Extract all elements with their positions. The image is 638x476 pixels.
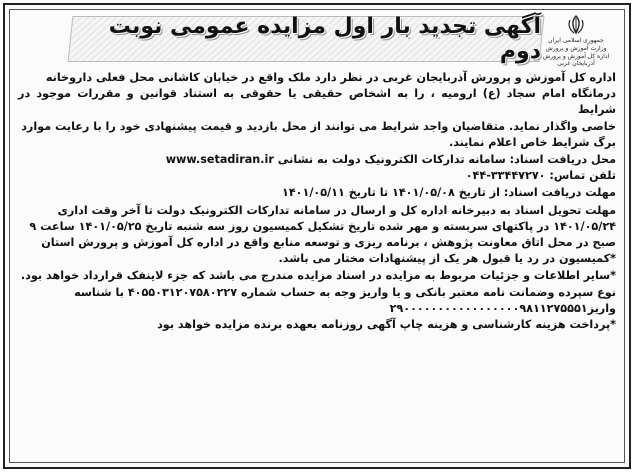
phone-label: تلفن تماس: — [549, 169, 616, 183]
delivery-line-1: مهلت تحویل اسناد به دبیرخانه اداره کل و ارسال در سامانه تدارکات الکترونیک دولت تا آخر وقت اداری — [57, 203, 616, 217]
logo-line-1: جمهوری اسلامی ایران — [548, 37, 604, 44]
deposit-line-1: نوع سپرده وضمانت نامه معتبر بانکی و یا واریز وجه به حساب شماره ۴۰۵۵۰۳۱۲۰۷۵۸۰۲۲۷ با شناسه — [74, 285, 616, 299]
other-info-note: *سایر اطلاعات و جزئیات مربوط به مزایده در اسناد مزایده مندرج می باشد که جزء لاینفک قرارداد خواهد بود. — [20, 269, 616, 283]
intro-line-3: خاصی واگذار نماید. متقاضیان واجد شرایط می توانند از محل بازدید و قیمت پیشنهادی خود را با رعایت موارد — [21, 119, 616, 133]
notice-body — [18, 70, 616, 333]
phone-value: ۰۴۴-۳۳۴۴۷۲۷۰ — [465, 169, 546, 183]
logo-line-2: وزارت آموزش و پرورش — [545, 45, 607, 52]
deposit-line-2: واریز۲۹۰۰۰۰۰۰۰۰۰۰۰۰۰۰۰۰۰۹۸۱۱۲۷۵۵۵۱ — [389, 301, 616, 315]
docs-location — [18, 152, 616, 168]
iran-emblem-icon — [565, 14, 587, 36]
title-banner — [68, 16, 545, 62]
delivery-line-2: ۱۴۰۱/۰۵/۲۴ در پاکتهای سربسته و مهر شده تاریخ تشکیل کمیسیون روز سه شنبه تاریخ ۱۴۰۱/۰۵/۲۵ ساعت ۹ — [29, 219, 616, 233]
ministry-logo — [534, 14, 618, 66]
docs-deadline — [18, 185, 616, 201]
deadline-label: مهلت دریافت اسناد: — [503, 186, 616, 200]
commission-note: *کمیسیون در رد یا قبول هر یک از پیشنهادات مختار می باشد. — [278, 252, 616, 266]
delivery-line-3: صبح در محل اتاق معاونت پژوهش ، برنامه ریزی و توسعه منابع واقع در اداره کل آموزش و پرورش استان — [41, 236, 616, 250]
docs-label: محل دریافت اسناد: — [509, 153, 616, 167]
notice-frame — [3, 3, 631, 469]
deadline-value: از تاریخ ۱۴۰۱/۰۵/۰۸ تا تاریخ ۱۴۰۱/۰۵/۱۱ — [282, 186, 500, 200]
logo-line-3: اداره کل آموزش و پرورش آذربایجان غربی — [542, 53, 610, 67]
contact-phone — [18, 168, 616, 184]
notice-header — [10, 10, 624, 68]
intro-line-1: اداره کل آموزش و پرورش آذربایجان غربی در نظر دارد ملک واقع در خیابان کاشانی محل فعلی داروخانه — [45, 71, 616, 84]
docs-value: سامانه تدارکات الکترونیک دولت به نشانی — [277, 153, 506, 167]
notice-inner-border — [9, 9, 625, 463]
notice-title: آگهی تجدید بار اول مزایده عمومی نوبت دوم — [108, 14, 541, 64]
intro-line-2: درمانگاه امام سجاد (ع) ارومیه ، را به اشخاص حقیقی یا حقوقی به استناد قوانین و مقررات موجود در شرایط — [18, 87, 616, 117]
intro-line-4: برگ شرایط خاص اعلام نمایند. — [448, 135, 616, 149]
payment-note: *پرداخت هزینه کارشناسی و هزینه چاپ آگهی روزنامه بعهده برنده مزایده خواهد بود — [157, 318, 616, 332]
setad-website-link[interactable]: www.setadiran.ir — [165, 153, 274, 167]
